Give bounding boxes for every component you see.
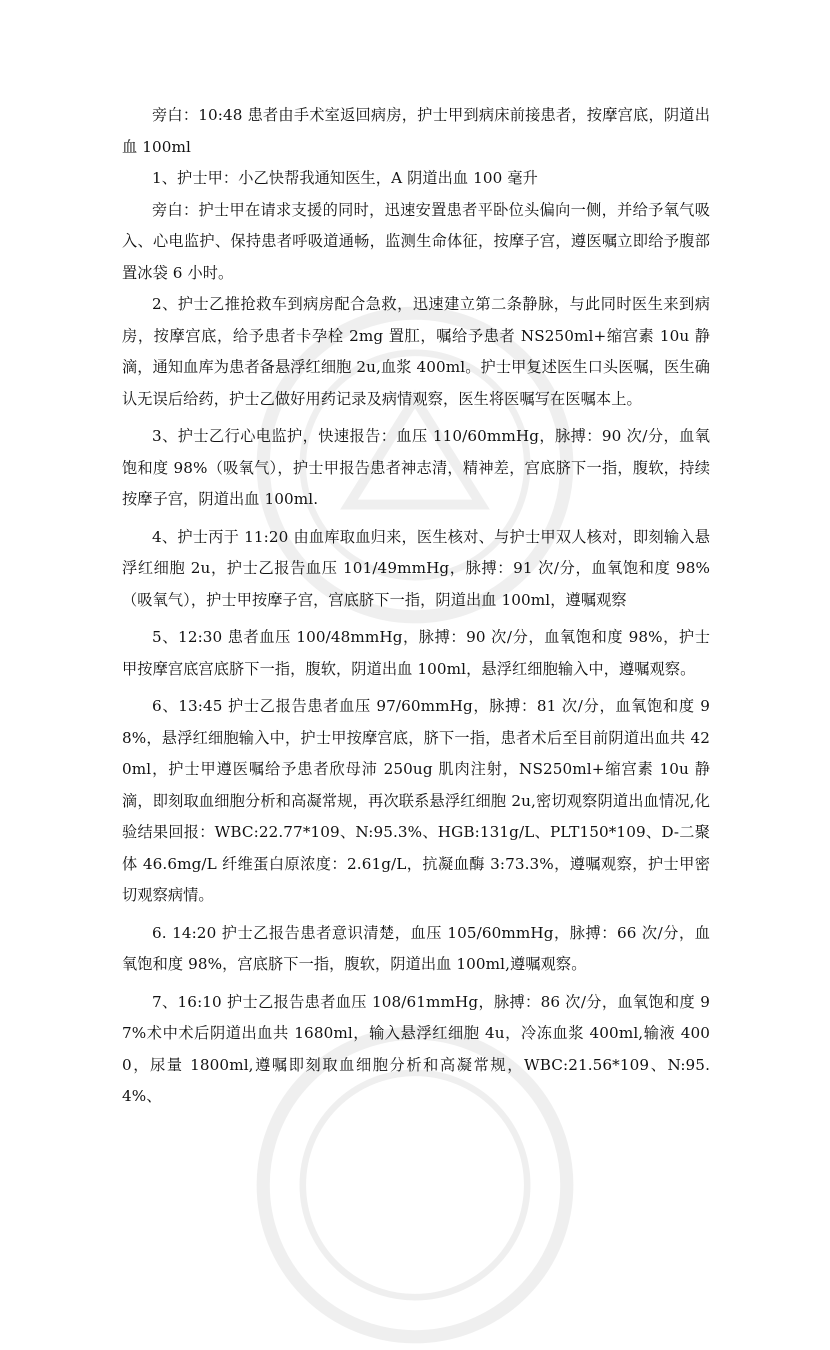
paragraph-step-1: 1、护士甲：小乙快帮我通知医生，A 阴道出血 100 毫升 — [152, 169, 538, 187]
document-body — [122, 100, 710, 1113]
paragraph-narration-1048: 旁白：10:48 患者由手术室返回病房，护士甲到病床前接患者，按摩宫底，阴道出血 100ml — [122, 106, 710, 156]
paragraph-step-6b: 6. 14:20 护士乙报告患者意识清楚，血压 105/60mmHg，脉搏：66 次/分，血氧饱和度 98%，宫底脐下一指，腹软，阴道出血 100ml,遵嘱观察。 — [122, 923, 710, 973]
paragraph-step-5: 5、12:30 患者血压 100/48mmHg，脉搏：90 次/分，血氧饱和度 98%，护士甲按摩宫底宫底脐下一指，腹软，阴道出血 100ml，悬浮红细胞输入中，遵嘱观察。 — [122, 628, 710, 678]
paragraph-step-6: 6、13:45 护士乙报告患者血压 97/60mmHg，脉搏：81 次/分，血氧饱和度 98%，悬浮红细胞输入中，护士甲按摩宫底，脐下一指，患者术后至目前阴道出血共 420ml，护士甲遵医嘱给予患者欣母沛 250ug 肌肉注射，NS250ml+缩宫素 10u 静滴，即刻取血细胞分析和高凝常规，再次联系悬浮红细胞 2u,密切观察阴道出血情况,化验结果回报：WBC:22.77*109、N:95.3%、HGB:131g/L、PLT150*109、D-二聚体 46.6mg/L 纤维蛋白原浓度：2.61g/L，抗凝血酶 3:73.3%，遵嘱观察，护士甲密切观察病情。 — [122, 697, 710, 904]
paragraph-step-7: 7、16:10 护士乙报告患者血压 108/61mmHg，脉搏：86 次/分，血氧饱和度 97%术中术后阴道出血共 1680ml，输入悬浮红细胞 4u，冷冻血浆 400ml,输液 4000，尿量 1800ml,遵嘱即刻取血细胞分析和高凝常规，WBC:21.56*109、N:95.4%、 — [122, 992, 710, 1105]
paragraph-step-2: 2、护士乙推抢救车到病房配合急救，迅速建立第二条静脉，与此同时医生来到病房，按摩宫底，给予患者卡孕栓 2mg 置肛，嘱给予患者 NS250ml+缩宫素 10u 静滴，通知血库为患者备悬浮红细胞 2u,血浆 400ml。护士甲复述医生口头医嘱，医生确认无误后给药，护士乙做好用药记录及病情观察，医生将医嘱写在医嘱本上。 — [122, 295, 710, 408]
paragraph-step-4: 4、护士丙于 11:20 由血库取血归来，医生核对、与护士甲双人核对，即刻输入悬浮红细胞 2u，护士乙报告血压 101/49mmHg，脉搏：91 次/分，血氧饱和度 98%（吸氧气），护士甲按摩子宫，宫底脐下一指，阴道出血 100ml，遵嘱观察 — [122, 527, 710, 609]
paragraph-step-3: 3、护士乙行心电监护，快速报告：血压 110/60mmHg，脉搏：90 次/分，血氧饱和度 98%（吸氧气），护士甲报告患者神志清，精神差，宫底脐下一指，腹软，持续按摩子宫，阴道出血 100ml. — [122, 427, 710, 508]
paragraph-narration-support: 旁白：护士甲在请求支援的同时，迅速安置患者平卧位头偏向一侧，并给予氧气吸入、心电监护、保持患者呼吸道通畅，监测生命体征，按摩子宫，遵医嘱立即给予腹部置冰袋 6 小时。 — [122, 200, 710, 282]
